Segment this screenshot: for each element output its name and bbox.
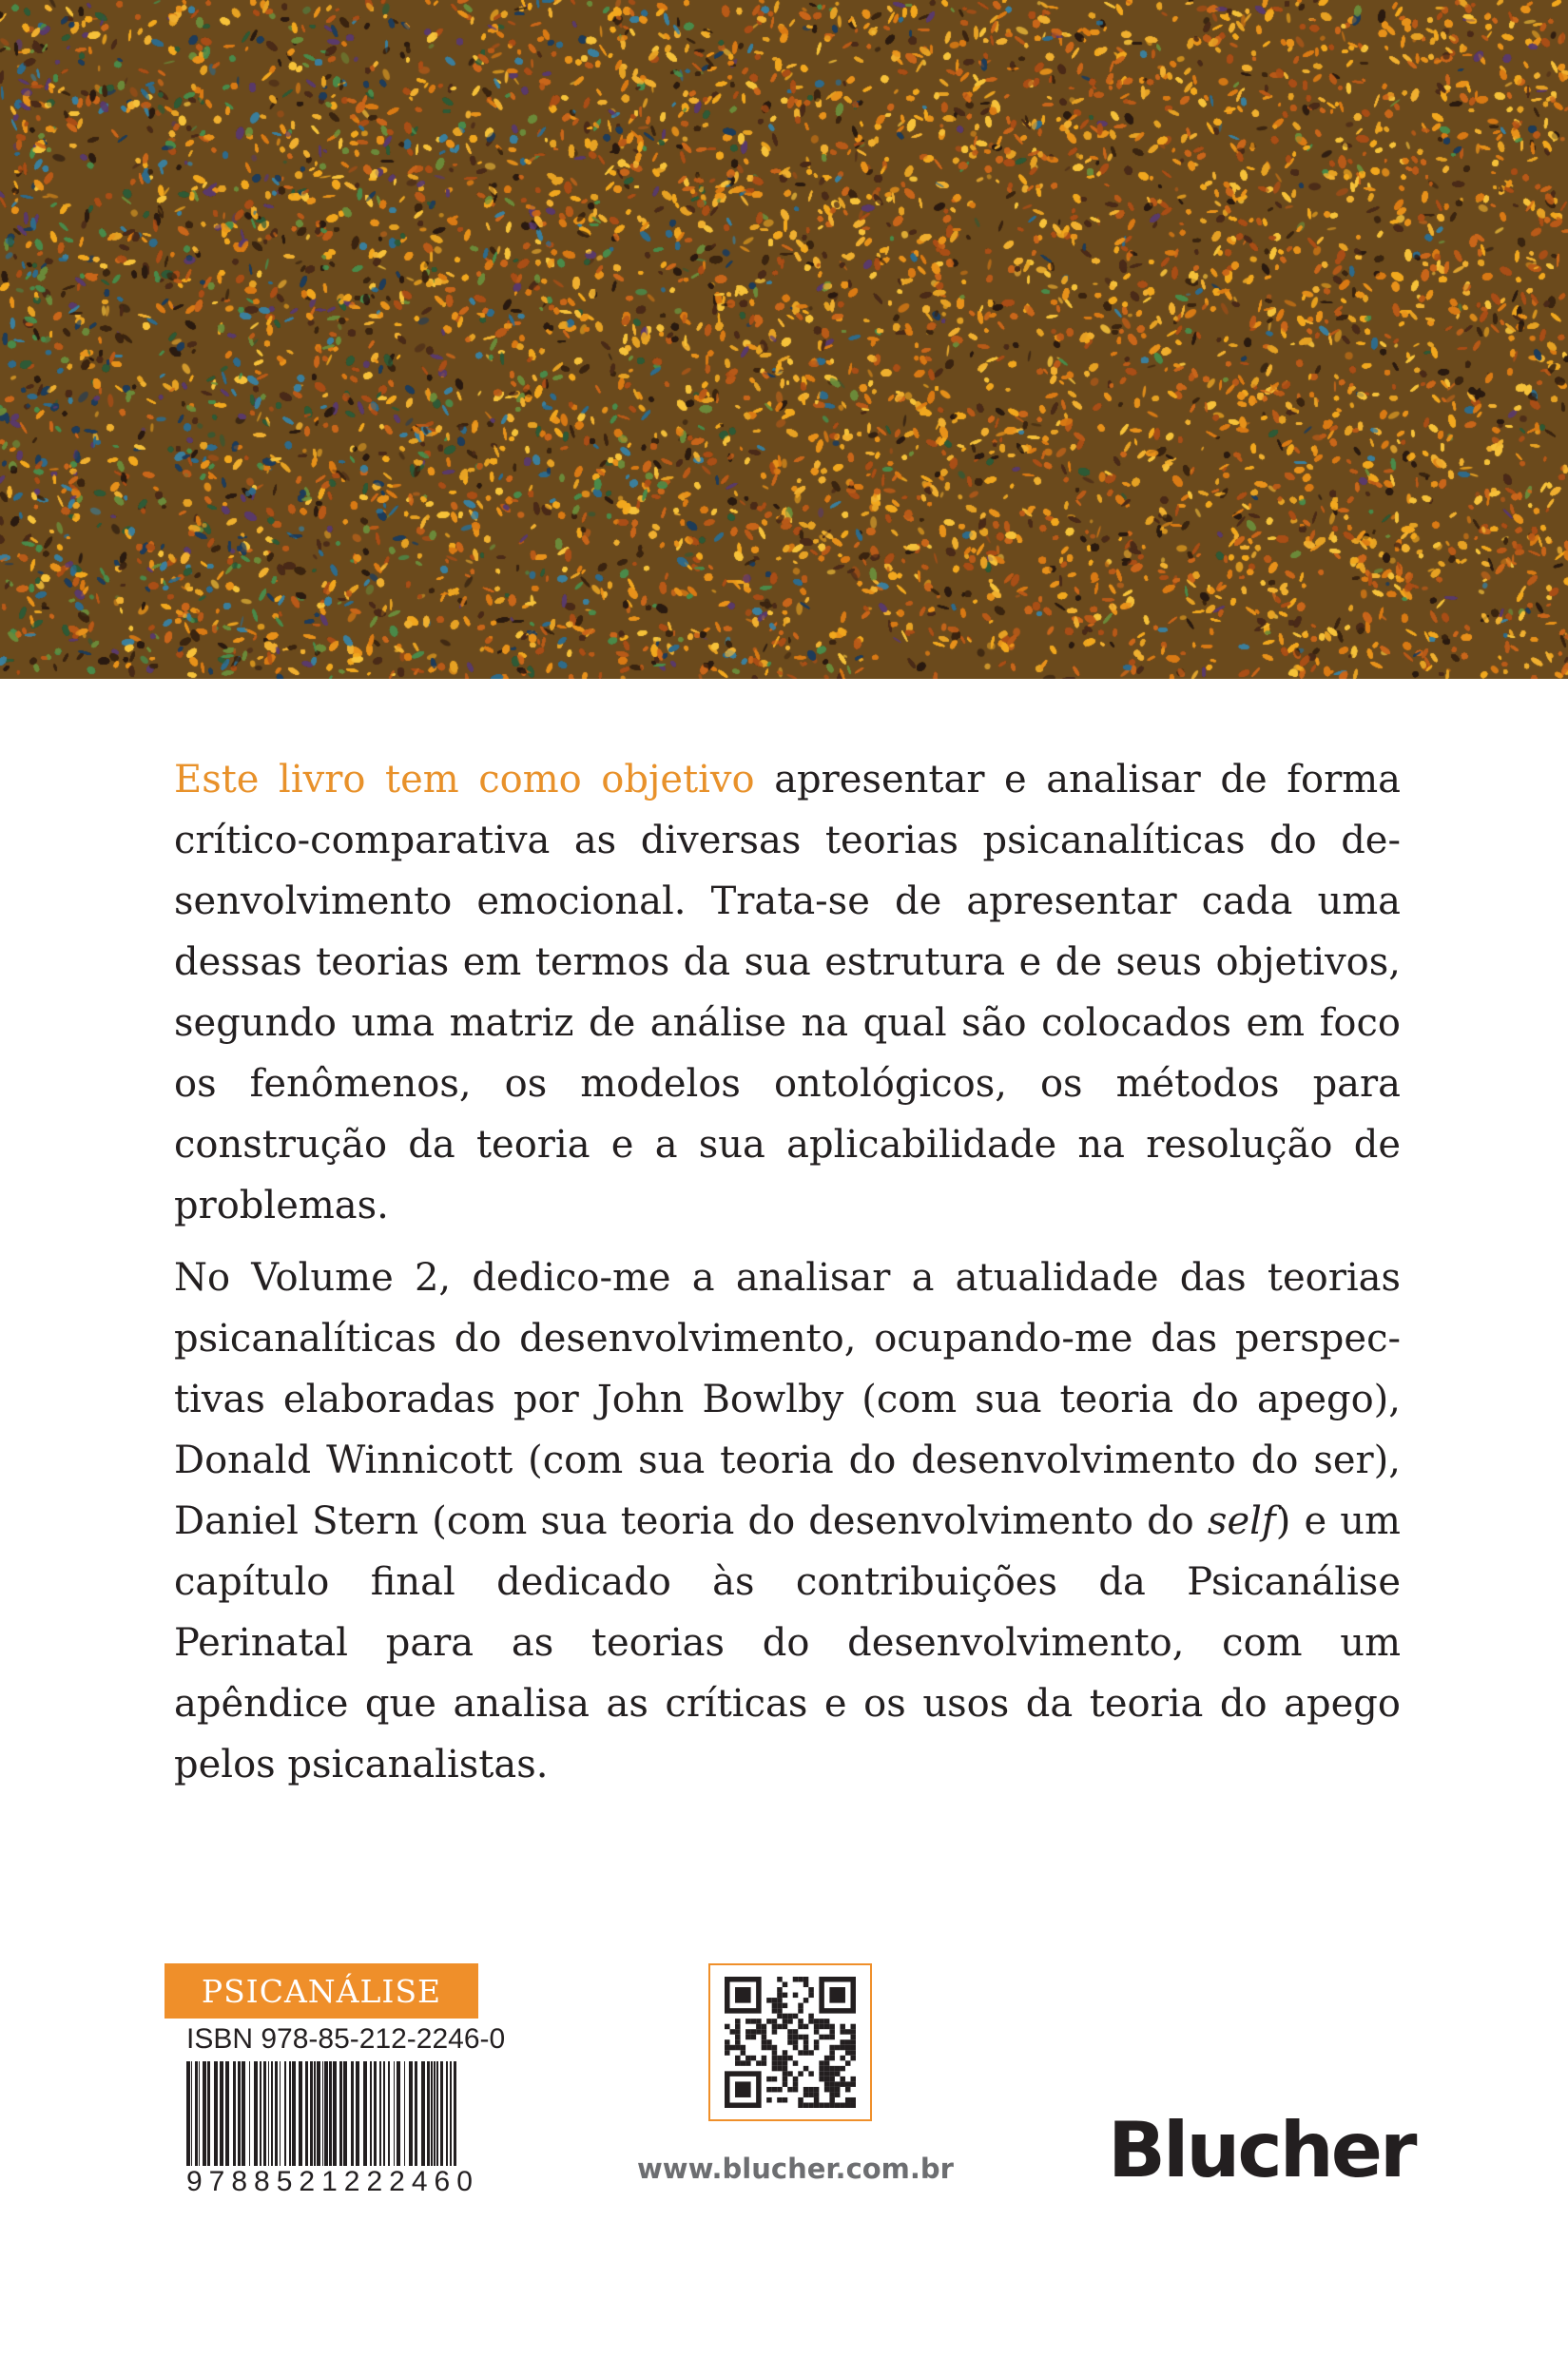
qr-module <box>762 2024 767 2030</box>
qr-module <box>735 2081 751 2097</box>
qr-module <box>803 2039 809 2045</box>
qr-module <box>835 2066 841 2072</box>
barcode-bar <box>409 2061 413 2166</box>
back-cover-blurb <box>174 749 1401 1806</box>
qr-module <box>756 2029 762 2035</box>
qr-module <box>850 2097 856 2103</box>
blurb-paragraph-2-text-b: ) e um capítulo final dedicado às contribuições da Psicanálise Perinatal para as teorias do desenvolvimento, com um apêndice que analisa as críticas e os usos da teoria do apego pelos psicanalistas. <box>174 1499 1401 1787</box>
qr-module <box>829 2045 835 2051</box>
qr-module <box>787 2035 793 2040</box>
qr-module <box>793 1977 799 1982</box>
qr-module <box>845 2097 851 2103</box>
qr-module <box>777 2087 783 2093</box>
qr-module <box>845 2060 851 2066</box>
qr-module <box>762 2029 767 2035</box>
blurb-lead: Este livro tem como objetivo <box>174 758 755 802</box>
qr-module <box>793 2035 799 2040</box>
blurb-self-term: self <box>1207 1499 1276 1543</box>
qr-module <box>803 2066 809 2072</box>
qr-module <box>803 2045 809 2051</box>
qr-module <box>840 2029 845 2035</box>
qr-module <box>829 2081 835 2087</box>
qr-module <box>777 2060 783 2066</box>
barcode-bar <box>292 2061 296 2166</box>
qr-module <box>798 2097 803 2103</box>
qr-module <box>735 2024 741 2030</box>
qr-module <box>745 2019 751 2024</box>
qr-module <box>850 2050 856 2056</box>
qr-module <box>798 2019 803 2024</box>
barcode-bar <box>275 2061 278 2166</box>
qr-module <box>772 2003 778 2009</box>
qr-module <box>772 2077 778 2082</box>
barcode-bar <box>238 2061 241 2166</box>
qr-module <box>783 1982 788 1988</box>
qr-module <box>783 2014 788 2019</box>
qr-module <box>772 2029 778 2035</box>
qr-module <box>783 1993 788 1999</box>
qr-module <box>741 2045 746 2051</box>
qr-module <box>777 1998 783 2003</box>
barcode-bar <box>310 2061 313 2166</box>
qr-module <box>766 2097 772 2103</box>
barcode-bar <box>363 2061 367 2166</box>
qr-module <box>766 2087 772 2093</box>
barcode-bar <box>333 2061 337 2166</box>
qr-module <box>845 2087 851 2093</box>
qr-module <box>850 2029 856 2035</box>
barcode-bar <box>299 2061 302 2166</box>
qr-module <box>766 2077 772 2082</box>
barcode-bar <box>195 2061 198 2166</box>
qr-module <box>762 2035 767 2040</box>
qr-module <box>725 2024 730 2030</box>
qr-module <box>829 2087 835 2093</box>
qr-module <box>777 2066 783 2072</box>
qr-module <box>808 1993 814 1999</box>
qr-module <box>803 2050 809 2056</box>
qr-module <box>793 2029 799 2035</box>
qr-module <box>850 2039 856 2045</box>
barcode-bar <box>260 2061 261 2166</box>
barcode-bar <box>446 2061 448 2166</box>
barcode-bar <box>225 2061 229 2166</box>
qr-module <box>783 2060 788 2066</box>
qr-module <box>783 2097 788 2103</box>
qr-module <box>772 2045 778 2051</box>
qr-module <box>735 2060 741 2066</box>
qr-module <box>756 2019 762 2024</box>
qr-module <box>772 2066 778 2072</box>
qr-module <box>798 2102 803 2108</box>
qr-module <box>787 2029 793 2035</box>
barcode-bar <box>203 2061 206 2166</box>
barcode-bar <box>242 2061 245 2166</box>
qr-module <box>850 2102 856 2108</box>
qr-module <box>819 2077 824 2082</box>
qr-module <box>783 2071 788 2077</box>
blurb-paragraph-1-text: apresentar e analisar de forma crítico-comparativa as diversas teorias psicanalíticas do desenvolvimento emocional. Trata-se de apresentar cada uma dessas teorias em termos da sua estrutura e de seus objetivos, segundo uma matriz de análise na qual são colocados em foco os fenômenos, os modelos ontológicos, os métodos para construção da teoria e a sua aplicabilidade na resolução de problemas. <box>174 758 1401 1227</box>
blurb-paragraph-1 <box>174 749 1401 1236</box>
qr-module <box>783 2019 788 2024</box>
qr-module <box>772 2050 778 2056</box>
barcode-bar <box>427 2061 430 2166</box>
barcode-bar <box>339 2061 342 2166</box>
barcode-bar <box>207 2061 210 2166</box>
qr-module <box>766 2019 772 2024</box>
qr-module <box>798 1977 803 1982</box>
barcode-bar <box>271 2061 273 2166</box>
qr-module <box>829 2050 835 2056</box>
qr-module <box>751 2019 757 2024</box>
barcode-digits: 9788521222460 <box>186 2166 479 2197</box>
qr-module <box>798 2035 803 2040</box>
qr-module <box>741 2060 746 2066</box>
barcode-bar <box>186 2061 190 2166</box>
qr-module <box>850 2035 856 2040</box>
qr-module <box>829 2077 835 2082</box>
qr-module <box>756 2024 762 2030</box>
qr-module <box>793 2014 799 2019</box>
qr-module <box>772 2019 778 2024</box>
qr-module <box>793 2060 799 2066</box>
qr-module <box>787 2019 793 2024</box>
qr-module <box>735 2035 741 2040</box>
qr-module <box>777 1977 783 1982</box>
qr-module <box>835 2092 841 2097</box>
qr-module <box>845 2081 851 2087</box>
barcode-bar <box>289 2061 291 2166</box>
barcode-bar <box>268 2061 269 2166</box>
barcode <box>186 2061 462 2166</box>
qr-module <box>803 2102 809 2108</box>
qr-module <box>745 2029 751 2035</box>
qr-module <box>762 2060 767 2066</box>
qr-module <box>783 2056 788 2061</box>
qr-module <box>808 2102 814 2108</box>
barcode-bar <box>322 2061 323 2166</box>
barcode-bar <box>394 2061 395 2166</box>
qr-module <box>808 1987 814 1993</box>
qr-module <box>745 2056 751 2061</box>
qr-module <box>735 1987 751 2003</box>
qr-module <box>814 2092 820 2097</box>
qr-module <box>777 2014 783 2019</box>
barcode-bar <box>450 2061 452 2166</box>
barcode-bar <box>249 2061 250 2166</box>
barcode-bar <box>415 2061 417 2166</box>
qr-module <box>777 1993 783 1999</box>
barcode-bar <box>436 2061 438 2166</box>
qr-module <box>824 2024 830 2030</box>
qr-module <box>814 2097 820 2103</box>
qr-module <box>787 2071 793 2077</box>
qr-module <box>793 2087 799 2093</box>
qr-module <box>725 2050 730 2056</box>
qr-module <box>762 2039 767 2045</box>
qr-module <box>808 2092 814 2097</box>
qr-module <box>808 2071 814 2077</box>
qr-module <box>814 2087 820 2093</box>
qr-module <box>845 2102 851 2108</box>
website-url: www.blucher.com.br <box>637 2153 954 2185</box>
isbn-label: ISBN 978-85-212-2246-0 <box>186 2023 506 2055</box>
qr-module <box>793 2039 799 2045</box>
qr-module <box>783 2066 788 2072</box>
category-badge: PSICANÁLISE <box>165 1963 478 2019</box>
barcode-bar <box>199 2061 200 2166</box>
qr-module <box>803 1998 809 2003</box>
barcode-bar <box>383 2061 385 2166</box>
qr-module <box>783 2081 788 2087</box>
barcode-bar <box>397 2061 400 2166</box>
blurb-paragraph-2-text-a: No Volume 2, dedico-me a analisar a atualidade das teorias psicanalíticas do desenvolvimento, ocupando-me das perspectivas elaboradas por John Bowlby (com sua teoria do apego), Donald Winnicott (com sua teoria do desenvolvimento do ser), Daniel Stern (com sua teoria do desenvolvimento do <box>174 1256 1401 1543</box>
publisher-logo: Blucher <box>1108 2106 1415 2194</box>
barcode-bar <box>220 2061 223 2166</box>
qr-module <box>787 2056 793 2061</box>
barcode-bar <box>454 2061 456 2166</box>
qr-module <box>803 1977 809 1982</box>
barcode-bar <box>233 2061 236 2166</box>
qr-module <box>730 2029 736 2035</box>
qr-module <box>745 2035 751 2040</box>
qr-module <box>751 2035 757 2040</box>
qr-module <box>829 2071 835 2077</box>
barcode-bar <box>374 2061 377 2166</box>
qr-module <box>819 2102 824 2108</box>
qr-module <box>840 2024 845 2030</box>
qr-module <box>829 2092 835 2097</box>
qr-module <box>850 2024 856 2030</box>
qr-module <box>735 2045 741 2051</box>
qr-module <box>850 2045 856 2051</box>
cover-artwork <box>0 0 1568 679</box>
barcode-bar <box>329 2061 332 2166</box>
qr-module <box>783 2050 788 2056</box>
qr-module <box>840 2066 845 2072</box>
qr-module <box>824 2066 830 2072</box>
qr-module <box>840 2045 845 2051</box>
qr-module <box>824 2071 830 2077</box>
blurb-paragraph-2 <box>174 1247 1401 1795</box>
qr-module <box>793 2045 799 2051</box>
qr-module <box>803 2087 809 2093</box>
qr-module <box>835 2081 841 2087</box>
qr-module <box>819 2066 824 2072</box>
qr-module <box>824 2077 830 2082</box>
qr-code-frame <box>708 1963 872 2121</box>
barcode-bar <box>284 2061 286 2166</box>
qr-module <box>814 2045 820 2051</box>
qr-module <box>772 2060 778 2066</box>
barcode-bar <box>431 2061 433 2166</box>
qr-module <box>835 2087 841 2093</box>
qr-module <box>840 2081 845 2087</box>
qr-module <box>814 2019 820 2024</box>
qr-module <box>808 2019 814 2024</box>
qr-module <box>735 2039 741 2045</box>
qr-module <box>814 2024 820 2030</box>
qr-module <box>756 2060 762 2066</box>
qr-module <box>762 2045 767 2051</box>
qr-module <box>829 2029 835 2035</box>
qr-module <box>798 2050 803 2056</box>
qr-module <box>814 2029 820 2035</box>
qr-module <box>751 2029 757 2035</box>
qr-module <box>777 2024 783 2030</box>
qr-module <box>772 2087 778 2093</box>
qr-module <box>762 2056 767 2061</box>
qr-module <box>845 2050 851 2056</box>
qr-module <box>819 2019 824 2024</box>
qr-module <box>793 2077 799 2082</box>
qr-module <box>798 2008 803 2014</box>
qr-module <box>840 2056 845 2061</box>
barcode-bar <box>214 2061 218 2166</box>
qr-module <box>808 2087 814 2093</box>
qr-module <box>793 2081 799 2087</box>
qr-module <box>787 2039 793 2045</box>
qr-module <box>772 1998 778 2003</box>
qr-module <box>850 2077 856 2082</box>
qr-module <box>725 2039 730 2045</box>
barcode-bar <box>434 2061 436 2166</box>
barcode-bar <box>324 2061 328 2166</box>
qr-module <box>819 2024 824 2030</box>
qr-module <box>824 2060 830 2066</box>
qr-module <box>751 2056 757 2061</box>
qr-module <box>803 2092 809 2097</box>
barcode-bar <box>356 2061 359 2166</box>
qr-module <box>845 2045 851 2051</box>
qr-module <box>766 2039 772 2045</box>
qr-module <box>787 2087 793 2093</box>
qr-module <box>803 1982 809 1988</box>
qr-module <box>777 2008 783 2014</box>
barcode-bar <box>351 2061 354 2166</box>
qr-module <box>735 2029 741 2035</box>
qr-module <box>829 2097 835 2103</box>
qr-module <box>840 2102 845 2108</box>
qr-module <box>741 2050 746 2056</box>
qr-module <box>803 2024 809 2030</box>
qr-module <box>829 2066 835 2072</box>
qr-module <box>803 2035 809 2040</box>
barcode-bar <box>440 2061 443 2166</box>
barcode-bar <box>191 2061 192 2166</box>
barcode-bar <box>379 2061 381 2166</box>
qr-module <box>840 2077 845 2082</box>
qr-module <box>772 2024 778 2030</box>
qr-module <box>730 2045 736 2051</box>
qr-module <box>824 2081 830 2087</box>
qr-module <box>777 2056 783 2061</box>
qr-module <box>772 2008 778 2014</box>
barcode-bar <box>254 2061 258 2166</box>
qr-module <box>783 2003 788 2009</box>
barcode-bar <box>343 2061 347 2166</box>
qr-module <box>777 2097 783 2103</box>
qr-module <box>819 2071 824 2077</box>
barcode-bar <box>317 2061 320 2166</box>
qr-module <box>772 2056 778 2061</box>
barcode-bar <box>370 2061 372 2166</box>
qr-module <box>814 2102 820 2108</box>
qr-module <box>835 2102 841 2108</box>
qr-module <box>777 1987 783 1993</box>
qr-module <box>824 2035 830 2040</box>
barcode-bar <box>280 2061 281 2166</box>
qr-module <box>798 2024 803 2030</box>
qr-module <box>819 2035 824 2040</box>
qr-module <box>829 2102 835 2108</box>
qr-module <box>787 2014 793 2019</box>
qr-module <box>824 2019 830 2024</box>
qr-module <box>835 2045 841 2051</box>
qr-module <box>829 1987 845 2003</box>
qr-module <box>798 2003 803 2009</box>
qr-module <box>850 2081 856 2087</box>
qr-module <box>808 2050 814 2056</box>
qr-module <box>745 2060 751 2066</box>
qr-module <box>777 2003 783 2009</box>
barcode-bar <box>314 2061 316 2166</box>
qr-module <box>829 2035 835 2040</box>
barcode-bar <box>263 2061 266 2166</box>
barcode-bar <box>388 2061 390 2166</box>
qr-module <box>840 2039 845 2045</box>
qr-module <box>814 2039 820 2045</box>
qr-module <box>766 2045 772 2051</box>
qr-module <box>798 2071 803 2077</box>
qr-module <box>845 2039 851 2045</box>
barcode-bar <box>305 2061 308 2166</box>
qr-module <box>808 2014 814 2019</box>
qr-module <box>850 2056 856 2061</box>
qr-module <box>824 2087 830 2093</box>
barcode-bar <box>404 2061 405 2166</box>
qr-module <box>725 2045 730 2051</box>
qr-module <box>819 2060 824 2066</box>
qr-module <box>735 2019 741 2024</box>
qr-code <box>725 1977 856 2108</box>
qr-module <box>824 2102 830 2108</box>
qr-module <box>735 2056 741 2061</box>
qr-module <box>824 2056 830 2061</box>
qr-module <box>829 2024 835 2030</box>
qr-module <box>793 1993 799 1999</box>
qr-module <box>845 2029 851 2035</box>
qr-module <box>766 1998 772 2003</box>
qr-module <box>783 2024 788 2030</box>
qr-module <box>829 2056 835 2061</box>
barcode-bar <box>421 2061 425 2166</box>
qr-module <box>835 2071 841 2077</box>
qr-module <box>783 2077 788 2082</box>
